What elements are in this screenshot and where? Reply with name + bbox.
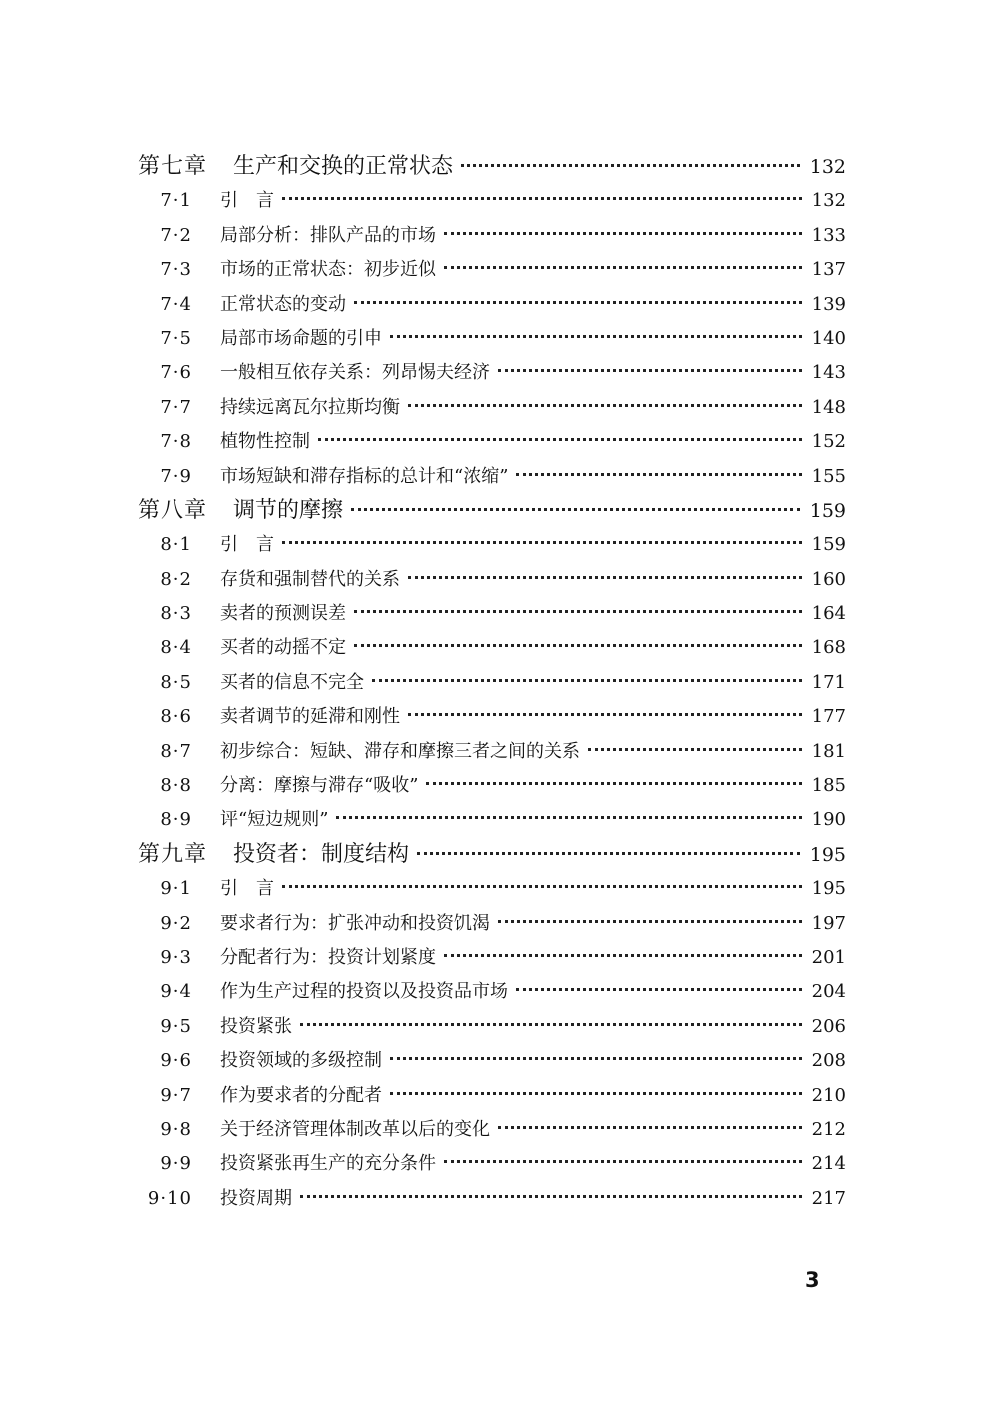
section-number: 8·4	[160, 637, 192, 659]
section-title: 分离：摩擦与滞存“吸收”	[220, 775, 419, 797]
toc-section-row	[0, 460, 992, 494]
dot-leader	[390, 1092, 802, 1095]
toc-section-row	[0, 563, 992, 597]
toc-chapter-row	[0, 150, 992, 184]
section-title: 一般相互依存关系：列昂惕夫经济	[220, 362, 490, 384]
toc-section-row	[0, 666, 992, 700]
section-number: 9·7	[160, 1084, 192, 1106]
toc-page-number: 212	[811, 1118, 846, 1140]
toc-page-number: 195	[811, 878, 846, 900]
section-number: 7·3	[160, 259, 192, 281]
toc-page-number: 160	[811, 568, 846, 590]
toc-chapter-row	[0, 838, 992, 872]
section-number: 8·2	[160, 568, 192, 590]
section-number: 7·8	[160, 431, 192, 453]
section-number: 8·3	[160, 603, 192, 625]
section-title: 投资紧张	[220, 1015, 292, 1037]
toc-section-row	[0, 322, 992, 356]
toc-section-row	[0, 1147, 992, 1181]
section-title: 分配者行为：投资计划紧度	[220, 946, 436, 968]
toc-page-number: 190	[811, 809, 846, 831]
toc-page-number: 204	[811, 981, 846, 1003]
section-title: 引 言	[220, 878, 274, 900]
dot-leader	[417, 852, 800, 855]
section-number: 8·6	[160, 706, 192, 728]
toc-page-number: 139	[811, 293, 846, 315]
toc-section-row	[0, 735, 992, 769]
section-title: 关于经济管理体制改革以后的变化	[220, 1118, 490, 1140]
section-title: 市场的正常状态：初步近似	[220, 259, 436, 281]
toc-section-row	[0, 975, 992, 1009]
section-title: 局部市场命题的引申	[220, 327, 382, 349]
toc-page-number: 195	[809, 843, 846, 866]
section-title: 持续远离瓦尔拉斯均衡	[220, 396, 400, 418]
dot-leader	[282, 197, 802, 200]
section-number: 7·5	[160, 327, 192, 349]
section-number: 8·5	[160, 671, 192, 693]
toc-section-row	[0, 425, 992, 459]
section-title: 局部分析：排队产品的市场	[220, 224, 436, 246]
section-title: 引 言	[220, 190, 274, 212]
toc-section-row	[0, 356, 992, 390]
toc-section-row	[0, 528, 992, 562]
toc-page-number: 143	[811, 362, 846, 384]
dot-leader	[498, 1126, 802, 1129]
dot-leader	[372, 679, 802, 682]
dot-leader	[444, 266, 802, 269]
toc-page-number: 164	[811, 603, 846, 625]
page-number: 3	[805, 1268, 820, 1292]
dot-leader	[300, 1023, 802, 1026]
section-number: 7·7	[160, 396, 192, 418]
section-title: 卖者调节的延滞和刚性	[220, 706, 400, 728]
toc-page-number: 208	[811, 1050, 846, 1072]
toc-page-number: 133	[811, 224, 846, 246]
dot-leader	[498, 920, 802, 923]
dot-leader	[498, 369, 802, 372]
section-number: 7·6	[160, 362, 192, 384]
toc-page-number: 185	[811, 775, 846, 797]
toc-page-number: 214	[811, 1153, 846, 1175]
dot-leader	[444, 232, 802, 235]
toc-section-row	[0, 391, 992, 425]
section-title: 投资紧张再生产的充分条件	[220, 1153, 436, 1175]
toc-page-number: 140	[811, 327, 846, 349]
chapter-title: 调节的摩擦	[233, 497, 344, 523]
chapter-number: 第七章	[138, 154, 208, 179]
section-number: 7·4	[160, 293, 192, 315]
dot-leader	[444, 954, 802, 957]
toc-page-number: 201	[811, 946, 846, 968]
dot-leader	[354, 610, 802, 613]
dot-leader	[588, 748, 802, 751]
section-number: 8·8	[160, 775, 192, 797]
section-title: 买者的动摇不定	[220, 637, 346, 659]
chapter-number: 第九章	[138, 841, 208, 867]
toc-section-row	[0, 700, 992, 734]
toc-page-number: 206	[811, 1015, 846, 1037]
toc-page-number: 217	[811, 1187, 846, 1209]
section-number: 9·1	[160, 878, 192, 900]
section-number: 9·3	[160, 946, 192, 968]
chapter-title: 生产和交换的正常状态	[233, 154, 454, 179]
toc-page-number: 197	[811, 912, 846, 934]
toc-section-row	[0, 597, 992, 631]
toc-section-row	[0, 184, 992, 218]
section-title: 植物性控制	[220, 431, 310, 453]
table-of-contents	[0, 150, 992, 1216]
toc-page-number: 171	[811, 671, 846, 693]
section-title: 作为生产过程的投资以及投资品市场	[220, 981, 508, 1003]
section-number: 8·9	[160, 809, 192, 831]
toc-section-row	[0, 907, 992, 941]
toc-section-row	[0, 1182, 992, 1216]
section-title: 卖者的预测误差	[220, 603, 346, 625]
dot-leader	[351, 508, 800, 511]
section-number: 8·1	[160, 534, 192, 556]
section-title: 要求者行为：扩张冲动和投资饥渴	[220, 912, 490, 934]
toc-section-row	[0, 941, 992, 975]
toc-page-number: 137	[811, 259, 846, 281]
section-title: 初步综合：短缺、滞存和摩擦三者之间的关系	[220, 740, 580, 762]
toc-section-row	[0, 219, 992, 253]
toc-section-row	[0, 288, 992, 322]
dot-leader	[426, 782, 802, 785]
toc-section-row	[0, 1010, 992, 1044]
toc-section-row	[0, 1079, 992, 1113]
section-number: 9·8	[160, 1118, 192, 1140]
section-title: 正常状态的变动	[220, 293, 346, 315]
toc-page-number: 159	[811, 534, 846, 556]
section-number: 7·9	[160, 465, 192, 487]
section-number: 9·6	[160, 1050, 192, 1072]
chapter-number: 第八章	[138, 497, 208, 523]
dot-leader	[516, 473, 802, 476]
toc-page-number: 181	[811, 740, 846, 762]
toc-page-number: 177	[811, 706, 846, 728]
dot-leader	[318, 438, 802, 441]
toc-section-row	[0, 1113, 992, 1147]
toc-section-row	[0, 1044, 992, 1078]
toc-page-number: 159	[809, 499, 846, 522]
toc-section-row	[0, 253, 992, 287]
section-title: 引 言	[220, 534, 274, 556]
section-title: 存货和强制替代的关系	[220, 568, 400, 590]
dot-leader	[408, 576, 802, 579]
section-title: 投资领域的多级控制	[220, 1050, 382, 1072]
section-title: 作为要求者的分配者	[220, 1084, 382, 1106]
dot-leader	[390, 1057, 802, 1060]
toc-page-number: 132	[809, 156, 846, 178]
toc-page-number: 152	[811, 431, 846, 453]
dot-leader	[444, 1160, 802, 1163]
section-title: 投资周期	[220, 1187, 292, 1209]
section-number: 7·2	[160, 224, 192, 246]
dot-leader	[300, 1195, 802, 1198]
section-title: 买者的信息不完全	[220, 671, 364, 693]
dot-leader	[461, 164, 800, 167]
toc-section-row	[0, 872, 992, 906]
dot-leader	[336, 816, 802, 819]
dot-leader	[516, 988, 802, 991]
toc-section-row	[0, 631, 992, 665]
section-number: 9·4	[160, 981, 192, 1003]
section-number: 9·9	[160, 1153, 192, 1175]
section-title: 市场短缺和滞存指标的总计和“浓缩”	[220, 465, 509, 487]
dot-leader	[282, 541, 802, 544]
toc-page-number: 168	[811, 637, 846, 659]
dot-leader	[354, 301, 802, 304]
chapter-title: 投资者：制度结构	[233, 841, 410, 867]
toc-chapter-row	[0, 494, 992, 528]
toc-section-row	[0, 803, 992, 837]
dot-leader	[408, 404, 802, 407]
section-number: 9·2	[160, 912, 192, 934]
toc-page-number: 148	[811, 396, 846, 418]
toc-page-number: 155	[811, 465, 846, 487]
toc-page-number: 210	[811, 1084, 846, 1106]
section-number: 9·10	[147, 1187, 192, 1209]
toc-section-row	[0, 769, 992, 803]
section-number: 7·1	[160, 190, 192, 212]
dot-leader	[408, 713, 802, 716]
section-title: 评“短边规则”	[220, 809, 329, 831]
dot-leader	[390, 335, 802, 338]
dot-leader	[282, 885, 802, 888]
section-number: 8·7	[160, 740, 192, 762]
toc-page-number: 132	[811, 190, 846, 212]
dot-leader	[354, 644, 802, 647]
section-number: 9·5	[160, 1015, 192, 1037]
